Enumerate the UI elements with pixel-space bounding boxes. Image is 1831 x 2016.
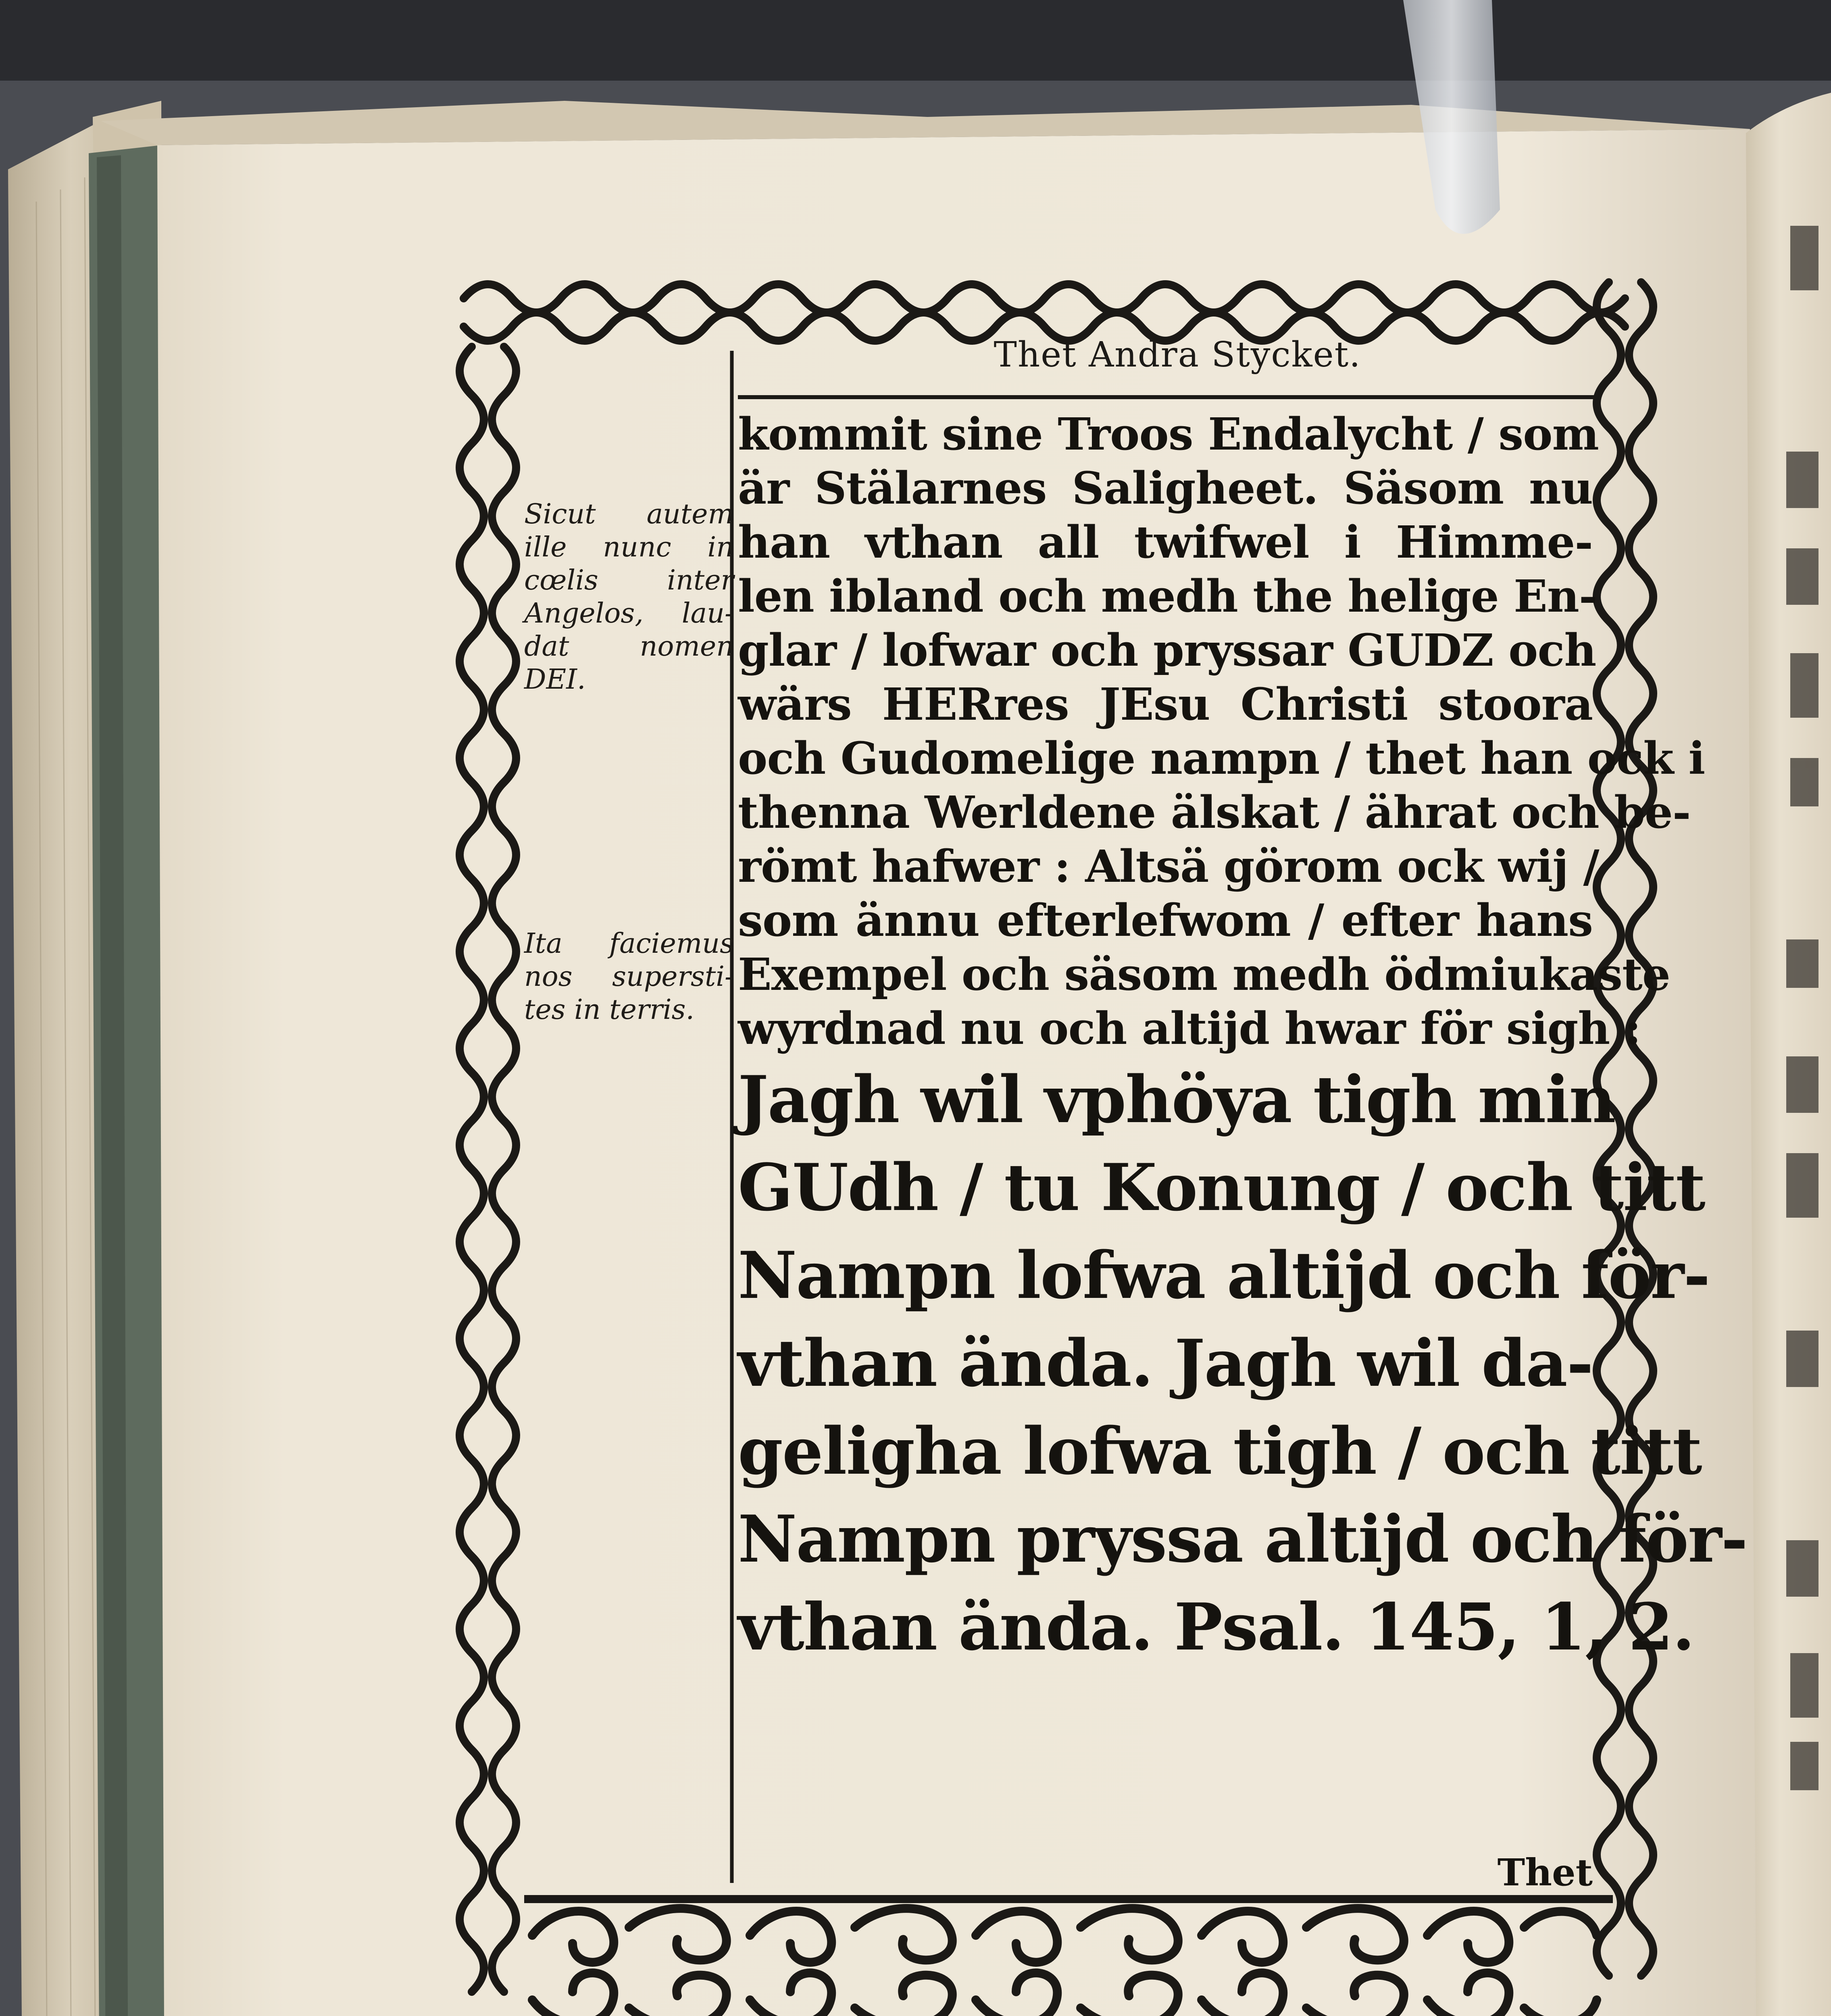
scripture-line: GUdh / tu Konung / och titt — [738, 1150, 1705, 1225]
body-line: thenna Werldene älskat / ährat och be- — [738, 786, 1691, 838]
body-line: römt hafwer : Altsä görom ock wij / — [738, 840, 1599, 892]
scripture-line: Nampn lofwa altijd och för- — [738, 1237, 1710, 1313]
main-text — [738, 407, 1747, 1671]
body-line: kommit sine Troos Endalycht / som — [738, 408, 1599, 460]
marginal-note-2 — [524, 927, 734, 1027]
marginal-note-1 — [524, 498, 734, 696]
body-line: Exempel och säsom medh ödmiukaste — [738, 948, 1670, 1000]
scripture-line: vthan ända. Jagh wil da- — [738, 1325, 1593, 1401]
running-head: Thet Andra Stycket. — [994, 335, 1361, 375]
marginal-line: ille nunc in — [524, 531, 734, 563]
body-line: är Stälarnes Saligheet. Säsom nu — [738, 462, 1593, 514]
body-line: wärs HERres JEsu Christi stoora — [738, 678, 1593, 730]
marginal-line: DEI. — [524, 664, 586, 696]
scripture-line: vthan ända. Psal. 145, 1, 2. — [738, 1589, 1694, 1665]
body-line: som ännu efterlefwom / efter hans — [738, 894, 1593, 946]
marginal-line: Sicut autem — [524, 498, 734, 530]
marginal-line: Ita faciemus — [524, 928, 734, 960]
body-line: och Gudomelige nampn / thet han ock i — [738, 732, 1705, 784]
marginal-line: tes in terris. — [524, 994, 695, 1026]
body-line: han vthan all twifwel i Himme- — [738, 516, 1593, 568]
marginal-line: dat nomen — [524, 631, 734, 662]
scripture-line: Nampn pryssa altijd och för- — [738, 1501, 1747, 1577]
body-line: wyrdnad nu och altijd hwar för sigh : — [738, 1002, 1641, 1054]
catchword: Thet — [1497, 1851, 1593, 1894]
marginal-line: Angelos, lau- — [524, 598, 734, 629]
scripture-line: geligha lofwa tigh / och titt — [738, 1413, 1702, 1489]
marginal-line: cœlis inter — [524, 564, 734, 596]
body-line: glar / lofwar och pryssar GUDZ och — [738, 624, 1596, 676]
marginal-line: nos supersti- — [524, 961, 734, 993]
body-line: len ibland och medh the helige En- — [738, 570, 1597, 622]
scripture-line: Jagh wil vphöya tigh min — [738, 1062, 1615, 1137]
